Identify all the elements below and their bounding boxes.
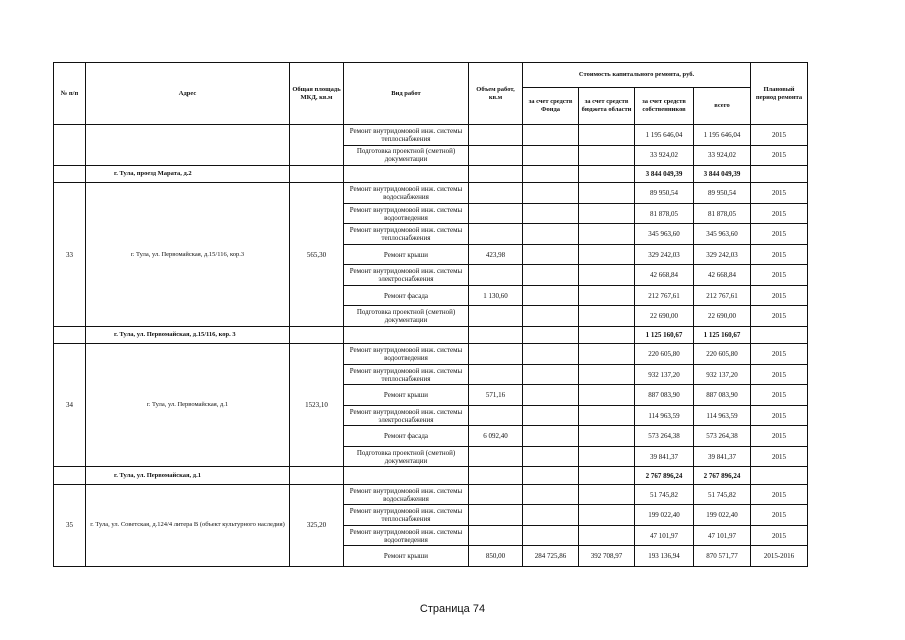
row-address: г. Тула, ул. Советская, д.124/4 литера В (объект культурного наследия) — [86, 484, 290, 566]
cost-total: 329 242,03 — [694, 244, 751, 265]
subtotal-address: г. Тула, ул. Первомайская, д.1 — [86, 467, 290, 484]
cost-owners: 887 083,90 — [635, 385, 694, 406]
header-num: № п/п — [54, 63, 86, 125]
repair-period: 2015 — [751, 344, 808, 365]
subtotal-address: г. Тула, проезд Марата, д.2 — [86, 166, 290, 183]
cost-owners: 47 101,97 — [635, 525, 694, 546]
work-volume — [469, 364, 523, 385]
cost-fund — [523, 285, 579, 306]
work-volume — [469, 203, 523, 224]
cost-regional — [579, 525, 635, 546]
cost-fund — [523, 426, 579, 447]
subtotal-period — [751, 166, 808, 183]
cost-regional — [579, 306, 635, 327]
row-area: 1523,10 — [290, 344, 344, 467]
work-volume — [469, 525, 523, 546]
work-volume: 850,00 — [469, 546, 523, 567]
header-period: Плановый период ремонта — [751, 63, 808, 125]
subtotal-fund — [523, 467, 579, 484]
cost-total: 345 963,60 — [694, 224, 751, 245]
work-type: Подготовка проектной (сметной) документации — [344, 145, 469, 166]
header-owners: за счет средств собственников — [635, 88, 694, 125]
capital-repair-table — [53, 62, 808, 567]
cost-regional — [579, 224, 635, 245]
subtotal-spacer — [54, 166, 86, 183]
cost-fund — [523, 505, 579, 526]
row-number — [54, 125, 86, 166]
cost-regional — [579, 344, 635, 365]
work-volume: 571,16 — [469, 385, 523, 406]
repair-period: 2015 — [751, 505, 808, 526]
cost-regional — [579, 405, 635, 426]
repair-period: 2015 — [751, 385, 808, 406]
cost-total: 47 101,97 — [694, 525, 751, 546]
subtotal-spacer — [54, 467, 86, 484]
work-type: Ремонт внутридомовой инж. системы теплоснабжения — [344, 224, 469, 245]
repair-period: 2015 — [751, 183, 808, 204]
cost-regional — [579, 484, 635, 505]
cost-total: 114 963,59 — [694, 405, 751, 426]
work-type: Ремонт крыши — [344, 244, 469, 265]
row-number: 33 — [54, 183, 86, 327]
subtotal-regional — [579, 467, 635, 484]
cost-fund — [523, 446, 579, 467]
repair-period: 2015 — [751, 405, 808, 426]
cost-owners: 39 841,37 — [635, 446, 694, 467]
cost-total: 932 137,20 — [694, 364, 751, 385]
cost-total: 212 767,61 — [694, 285, 751, 306]
work-type: Ремонт внутридомовой инж. системы водоснабжения — [344, 183, 469, 204]
cost-regional — [579, 125, 635, 146]
work-type: Ремонт внутридомовой инж. системы теплоснабжения — [344, 125, 469, 146]
cost-regional — [579, 446, 635, 467]
subtotal-period — [751, 326, 808, 343]
cost-owners: 89 950,54 — [635, 183, 694, 204]
cost-owners: 220 605,80 — [635, 344, 694, 365]
repair-period: 2015 — [751, 426, 808, 447]
row-address — [86, 125, 290, 166]
work-type: Подготовка проектной (сметной) документации — [344, 306, 469, 327]
work-type: Подготовка проектной (сметной) документации — [344, 446, 469, 467]
work-volume: 6 092,40 — [469, 426, 523, 447]
cost-fund — [523, 385, 579, 406]
cost-owners: 932 137,20 — [635, 364, 694, 385]
cost-fund — [523, 265, 579, 286]
table-row — [54, 344, 808, 365]
subtotal-area — [290, 326, 344, 343]
work-volume — [469, 224, 523, 245]
subtotal-owners: 3 844 049,39 — [635, 166, 694, 183]
row-area: 325,20 — [290, 484, 344, 566]
cost-total: 887 083,90 — [694, 385, 751, 406]
subtotal-work — [344, 166, 469, 183]
header-area: Общая площадь МКД, кв.м — [290, 63, 344, 125]
header-volume: Объем работ, кв.м — [469, 63, 523, 125]
subtotal-address: г. Тула, ул. Первомайская, д.15/116, кор. 3 — [86, 326, 290, 343]
cost-total: 39 841,37 — [694, 446, 751, 467]
cost-regional — [579, 385, 635, 406]
subtotal-row — [54, 467, 808, 484]
repair-period: 2015 — [751, 484, 808, 505]
subtotal-regional — [579, 166, 635, 183]
repair-period: 2015 — [751, 285, 808, 306]
cost-owners: 573 264,38 — [635, 426, 694, 447]
cost-regional — [579, 203, 635, 224]
row-address: г. Тула, ул. Первомайская, д.1 — [86, 344, 290, 467]
cost-fund — [523, 525, 579, 546]
cost-fund — [523, 405, 579, 426]
work-volume — [469, 183, 523, 204]
cost-fund — [523, 344, 579, 365]
subtotal-total: 3 844 049,39 — [694, 166, 751, 183]
cost-total: 1 195 646,04 — [694, 125, 751, 146]
repair-period: 2015 — [751, 306, 808, 327]
cost-owners: 51 745,82 — [635, 484, 694, 505]
work-type: Ремонт крыши — [344, 546, 469, 567]
header-fund: за счет средств Фонда — [523, 88, 579, 125]
repair-period: 2015 — [751, 364, 808, 385]
cost-fund: 284 725,86 — [523, 546, 579, 567]
cost-regional: 392 708,97 — [579, 546, 635, 567]
work-type: Ремонт внутридомовой инж. системы электроснабжения — [344, 405, 469, 426]
work-type: Ремонт внутридомовой инж. системы водоотведения — [344, 203, 469, 224]
cost-owners: 193 136,94 — [635, 546, 694, 567]
cost-fund — [523, 364, 579, 385]
cost-total: 42 668,84 — [694, 265, 751, 286]
header-cost-group: Стоимость капитального ремонта, руб. — [523, 63, 751, 88]
cost-total: 199 022,40 — [694, 505, 751, 526]
cost-total: 870 571,77 — [694, 546, 751, 567]
header-address: Адрес — [86, 63, 290, 125]
cost-regional — [579, 145, 635, 166]
cost-total: 51 745,82 — [694, 484, 751, 505]
cost-fund — [523, 306, 579, 327]
cost-owners: 33 924,02 — [635, 145, 694, 166]
page-number: Страница 74 — [419, 603, 486, 615]
repair-period: 2015 — [751, 244, 808, 265]
row-number: 34 — [54, 344, 86, 467]
cost-total: 220 605,80 — [694, 344, 751, 365]
cost-fund — [523, 183, 579, 204]
work-type: Ремонт внутридомовой инж. системы электроснабжения — [344, 265, 469, 286]
work-volume: 423,98 — [469, 244, 523, 265]
cost-owners: 114 963,59 — [635, 405, 694, 426]
cost-total: 33 924,02 — [694, 145, 751, 166]
repair-period: 2015 — [751, 265, 808, 286]
cost-regional — [579, 364, 635, 385]
subtotal-regional — [579, 326, 635, 343]
cost-owners: 81 878,05 — [635, 203, 694, 224]
work-volume — [469, 306, 523, 327]
repair-period: 2015 — [751, 525, 808, 546]
subtotal-total: 1 125 160,67 — [694, 326, 751, 343]
table-row — [54, 125, 808, 146]
repair-period: 2015 — [751, 446, 808, 467]
cost-owners: 329 242,03 — [635, 244, 694, 265]
cost-owners: 42 668,84 — [635, 265, 694, 286]
header-regional: за счет средств бюджета области — [579, 88, 635, 125]
work-type: Ремонт фасада — [344, 285, 469, 306]
subtotal-fund — [523, 326, 579, 343]
work-type: Ремонт фасада — [344, 426, 469, 447]
row-address: г. Тула, ул. Первомайская, д.15/116, кор.3 — [86, 183, 290, 327]
cost-fund — [523, 484, 579, 505]
work-volume — [469, 265, 523, 286]
table-body — [54, 125, 808, 567]
repair-period: 2015 — [751, 125, 808, 146]
table-row — [54, 183, 808, 204]
work-volume — [469, 145, 523, 166]
cost-owners: 22 690,00 — [635, 306, 694, 327]
subtotal-owners: 1 125 160,67 — [635, 326, 694, 343]
cost-regional — [579, 505, 635, 526]
cost-owners: 199 022,40 — [635, 505, 694, 526]
header-work-type: Вид работ — [344, 63, 469, 125]
work-type: Ремонт внутридомовой инж. системы водоотведения — [344, 525, 469, 546]
cost-regional — [579, 265, 635, 286]
subtotal-fund — [523, 166, 579, 183]
subtotal-work — [344, 326, 469, 343]
subtotal-owners: 2 767 896,24 — [635, 467, 694, 484]
table-row — [54, 484, 808, 505]
cost-fund — [523, 203, 579, 224]
cost-fund — [523, 244, 579, 265]
subtotal-row — [54, 166, 808, 183]
work-type: Ремонт внутридомовой инж. системы водоснабжения — [344, 484, 469, 505]
work-volume — [469, 405, 523, 426]
work-type: Ремонт внутридомовой инж. системы теплоснабжения — [344, 364, 469, 385]
subtotal-row — [54, 326, 808, 343]
work-type: Ремонт крыши — [344, 385, 469, 406]
row-area: 565,30 — [290, 183, 344, 327]
cost-fund — [523, 125, 579, 146]
cost-total: 573 264,38 — [694, 426, 751, 447]
work-volume — [469, 125, 523, 146]
cost-fund — [523, 145, 579, 166]
cost-owners: 345 963,60 — [635, 224, 694, 245]
repair-period: 2015 — [751, 224, 808, 245]
subtotal-area — [290, 166, 344, 183]
work-volume — [469, 446, 523, 467]
cost-total: 89 950,54 — [694, 183, 751, 204]
repair-period: 2015-2016 — [751, 546, 808, 567]
cost-total: 22 690,00 — [694, 306, 751, 327]
subtotal-volume — [469, 326, 523, 343]
subtotal-volume — [469, 166, 523, 183]
cost-owners: 212 767,61 — [635, 285, 694, 306]
cost-regional — [579, 244, 635, 265]
work-volume — [469, 344, 523, 365]
work-type: Ремонт внутридомовой инж. системы теплоснабжения — [344, 505, 469, 526]
subtotal-period — [751, 467, 808, 484]
work-type: Ремонт внутридомовой инж. системы водоотведения — [344, 344, 469, 365]
header-total: всего — [694, 88, 751, 125]
subtotal-spacer — [54, 326, 86, 343]
repair-period: 2015 — [751, 145, 808, 166]
repair-period: 2015 — [751, 203, 808, 224]
row-number: 35 — [54, 484, 86, 566]
subtotal-volume — [469, 467, 523, 484]
cost-total: 81 878,05 — [694, 203, 751, 224]
subtotal-area — [290, 467, 344, 484]
cost-regional — [579, 426, 635, 447]
subtotal-total: 2 767 896,24 — [694, 467, 751, 484]
cost-regional — [579, 285, 635, 306]
cost-owners: 1 195 646,04 — [635, 125, 694, 146]
work-volume — [469, 505, 523, 526]
row-area — [290, 125, 344, 166]
cost-fund — [523, 224, 579, 245]
work-volume — [469, 484, 523, 505]
cost-regional — [579, 183, 635, 204]
work-volume: 1 130,60 — [469, 285, 523, 306]
subtotal-work — [344, 467, 469, 484]
